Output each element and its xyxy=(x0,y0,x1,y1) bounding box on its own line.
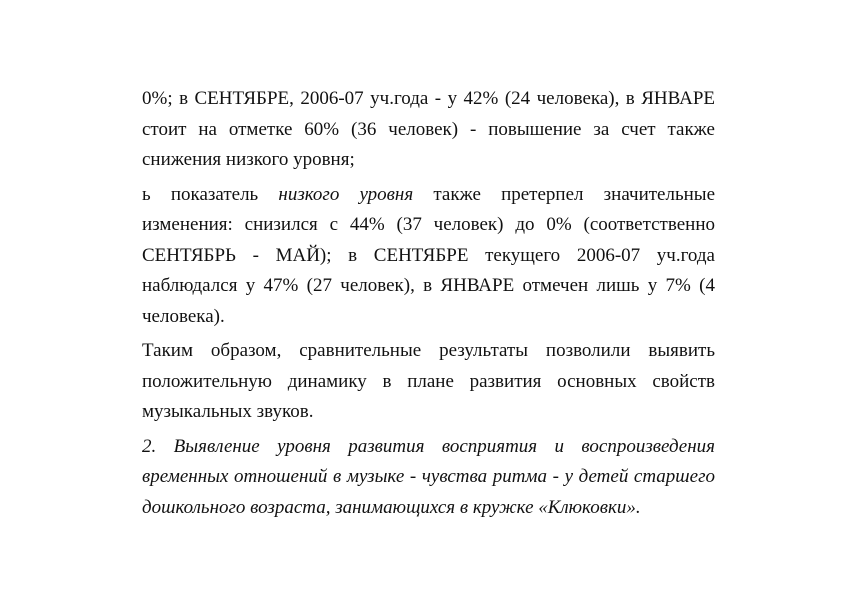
paragraph-results-september-january xyxy=(142,84,715,176)
paragraph-text: Таким образом, сравнительные результаты позволили выявить положительную динамику в плане развития основных свойств музыкальных звуков. xyxy=(142,340,715,422)
emphasis-low-level: низкого уровня xyxy=(278,183,414,205)
paragraph-text: ь показатель xyxy=(142,183,279,205)
paragraph-text: 0%; в СЕНТЯБРЕ, 2006-07 уч.года - у 42% (24 человека), в ЯНВАРЕ стоит на отметке 60% (36 человек) - повышение за счет также снижения низкого уровня; xyxy=(142,88,715,170)
section-heading-text: 2. Выявление уровня развития восприятия и воспроизведения временных отношений в музыке - чувства ритма - у детей старшего дошкольного возраста, занимающихся в кружке «Клюковки». xyxy=(142,435,715,518)
paragraph-text: также претерпел значительные изменения: снизился с 44% (37 человек) до 0% (соответственно СЕНТЯБРЬ - МАЙ); в СЕНТЯБРЕ текущего 2006-07 уч.года наблюдался у 47% (27 человек), в ЯНВАРЕ отмечен лишь у 7% (4 человека). xyxy=(142,183,715,327)
paragraph-conclusion xyxy=(142,336,715,428)
section-heading-rhythm xyxy=(142,432,715,524)
paragraph-low-level-indicator xyxy=(142,180,715,333)
document-page xyxy=(142,84,715,523)
